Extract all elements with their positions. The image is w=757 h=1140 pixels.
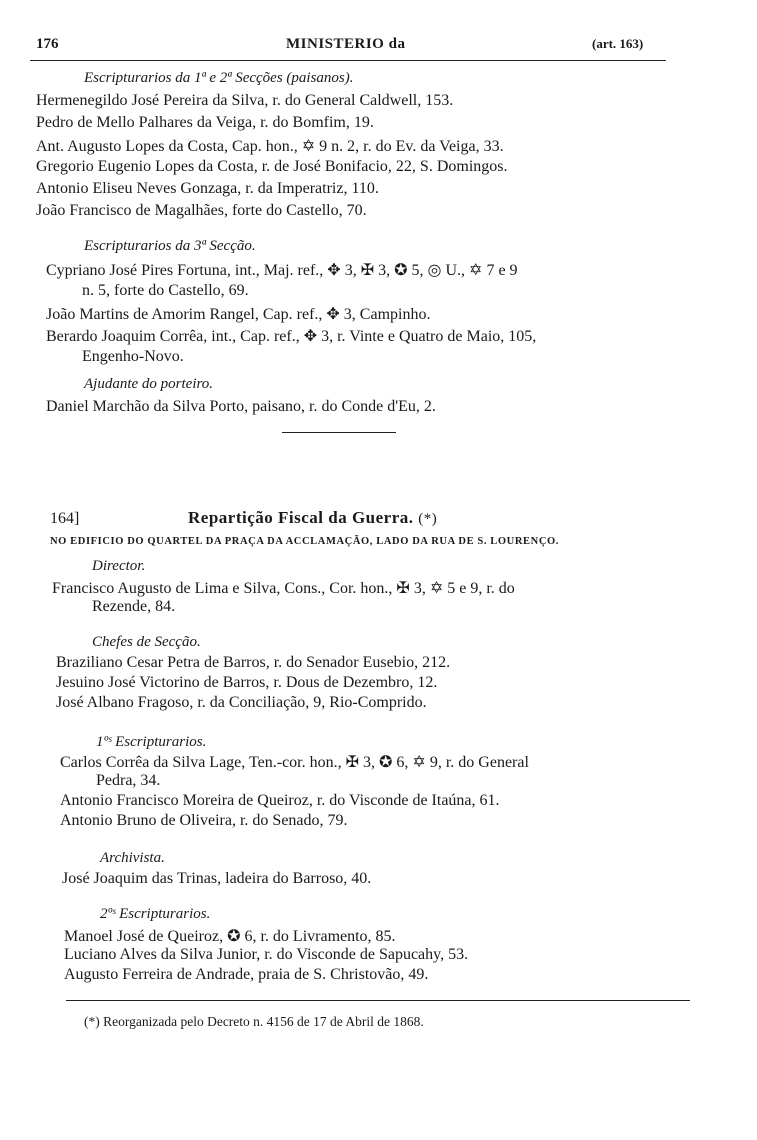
section-number: 164] (50, 510, 80, 527)
chefes-heading: Chefes de Secção. (92, 634, 201, 650)
entry-line: Hermenegildo José Pereira da Silva, r. do General Caldwell, 153. (36, 92, 454, 109)
page-number: 176 (36, 36, 59, 52)
entry-line: Daniel Marchão da Silva Porto, paisano, r. do Conde d'Eu, 2. (46, 398, 436, 415)
entry-line: n. 5, forte do Castello, 69. (82, 282, 249, 299)
director-heading: Director. (92, 558, 146, 574)
entry-line: Rezende, 84. (92, 598, 176, 615)
entry-line: Berardo Joaquim Corrêa, int., Cap. ref., ✥ 3, r. Vinte e Quatro de Maio, 105, (46, 328, 537, 345)
section-title (188, 508, 437, 528)
section3-heading: Ajudante do porteiro. (84, 376, 214, 392)
article-ref: (art. 163) (592, 36, 644, 51)
section1-heading: Escripturarios da 1ª e 2ª Secções (paisanos). (84, 70, 354, 86)
section-title-text: Repartição Fiscal da Guerra. (188, 508, 414, 527)
section-divider (282, 432, 396, 433)
entry-line: Jesuino José Victorino de Barros, r. Dous de Dezembro, 12. (56, 674, 438, 691)
entry-line: Manoel José de Queiroz, ✪ 6, r. do Livramento, 85. (64, 928, 396, 945)
entry-line: Antonio Eliseu Neves Gonzaga, r. da Imperatriz, 110. (36, 180, 379, 197)
segundos-heading: 2ºˢ Escripturarios. (100, 906, 211, 922)
entry-line: Gregorio Eugenio Lopes da Costa, r. de José Bonifacio, 22, S. Domingos. (36, 158, 508, 175)
entry-line: Braziliano Cesar Petra de Barros, r. do Senador Eusebio, 212. (56, 654, 451, 671)
entry-line: Francisco Augusto de Lima e Silva, Cons., Cor. hon., ✠ 3, ✡ 5 e 9, r. do (52, 580, 515, 597)
section2-heading: Escripturarios da 3ª Secção. (84, 238, 256, 254)
entry-line: Ant. Augusto Lopes da Costa, Cap. hon., ✡ 9 n. 2, r. do Ev. da Veiga, 33. (36, 138, 504, 155)
entry-line: Engenho-Novo. (82, 348, 184, 365)
entry-line: Pedra, 34. (96, 772, 161, 789)
entry-line: José Albano Fragoso, r. da Conciliação, 9, Rio-Comprido. (56, 694, 427, 711)
header-rule (30, 60, 666, 61)
entry-line: Cypriano José Pires Fortuna, int., Maj. ref., ✥ 3, ✠ 3, ✪ 5, ◎ U., ✡ 7 e 9 (46, 262, 518, 279)
entry-line: Carlos Corrêa da Silva Lage, Ten.-cor. hon., ✠ 3, ✪ 6, ✡ 9, r. do General (60, 754, 529, 771)
entry-line: João Francisco de Magalhães, forte do Castello, 70. (36, 202, 367, 219)
entry-line: José Joaquim das Trinas, ladeira do Barroso, 40. (62, 870, 372, 887)
primeiros-heading: 1ºˢ Escripturarios. (96, 734, 207, 750)
archivista-heading: Archivista. (100, 850, 165, 866)
running-title: MINISTERIO da (286, 36, 406, 52)
entry-line: Augusto Ferreira de Andrade, praia de S. Christovão, 49. (64, 966, 429, 983)
section-subtitle: NO EDIFICIO DO QUARTEL DA PRAÇA DA ACCLAMAÇÃO, LADO DA RUA DE S. LOURENÇO. (50, 536, 559, 547)
entry-line: Antonio Francisco Moreira de Queiroz, r. do Visconde de Itaúna, 61. (60, 792, 500, 809)
entry-line: Pedro de Mello Palhares da Veiga, r. do Bomfim, 19. (36, 114, 374, 131)
footnote-text: (*) Reorganizada pelo Decreto n. 4156 de 17 de Abril de 1868. (84, 1014, 424, 1029)
entry-line: João Martins de Amorim Rangel, Cap. ref., ✥ 3, Campinho. (46, 306, 431, 323)
entry-line: Luciano Alves da Silva Junior, r. do Visconde de Sapucahy, 53. (64, 946, 469, 963)
footnote-marker: (*) (418, 511, 438, 527)
entry-line: Antonio Bruno de Oliveira, r. do Senado, 79. (60, 812, 348, 829)
footnote-rule (66, 1000, 690, 1001)
